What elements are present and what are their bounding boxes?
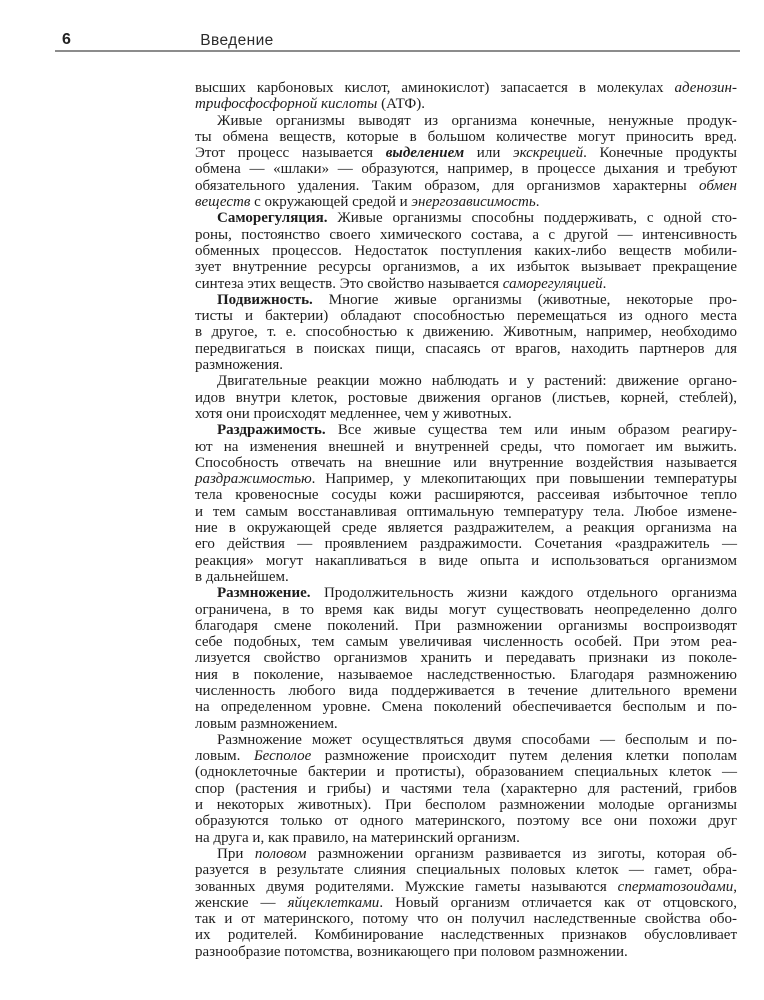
page-number: 6 — [62, 31, 72, 48]
text-run: саморегуляцией — [502, 275, 603, 292]
text-run: веществ — [195, 194, 251, 211]
text-run: высших карбоновых кислот, аминокислот) запасается в молекулах — [195, 80, 675, 96]
text-run: обязательного удаления. Таким образом, для организмов характерны — [195, 177, 700, 194]
text-run: . — [535, 194, 540, 211]
text-line — [195, 797, 737, 813]
text-run: Все живые существа тем или иным образом реагиру- — [325, 422, 737, 439]
page-header — [0, 31, 764, 51]
text-line — [195, 944, 737, 960]
text-line — [195, 602, 737, 618]
text-line — [195, 373, 737, 389]
text-line — [195, 129, 737, 145]
text-run: тисты и бактерии) обладают способностью перемещаться из одного места — [195, 308, 737, 325]
text-run: трифосфосфорной кислоты — [195, 96, 378, 113]
text-run: Живые организмы выводят из организма конечные, ненужные продук- — [217, 112, 737, 129]
text-run: идов внутри клеток, ростовые движения органов (листьев, корней, стеблей), — [195, 389, 737, 406]
running-title: Введение — [200, 32, 274, 49]
text-run: женские — — [195, 894, 288, 911]
text-run: Этот процесс называется — [195, 145, 386, 162]
text-run: размножении организм развивается из зиготы, которая об- — [306, 845, 737, 862]
text-line — [195, 862, 737, 878]
text-run: реакция» могут накапливаться в виде опыта и использоваться организмом — [195, 552, 737, 569]
text-run: (одноклеточные бактерии и протисты), образованием специальных клеток — — [195, 764, 737, 781]
text-line — [195, 895, 737, 911]
text-run: в другое, т. е. способностью к движению. Животным, например, необходимо — [195, 324, 737, 341]
text-line — [195, 80, 737, 96]
text-run: и тем самым восстанавливая оптимальную температуру тела. Любое измене- — [195, 503, 737, 520]
text-run: зованных двумя родителями. Мужские гаметы называются — [195, 878, 618, 895]
text-line — [195, 439, 737, 455]
text-line — [195, 210, 737, 226]
text-run: половом — [254, 845, 307, 862]
text-run: численность любого вида поддерживается в течение длительного времени — [195, 682, 737, 699]
text-line — [195, 324, 737, 340]
text-line — [195, 308, 737, 324]
text-line — [195, 553, 737, 569]
text-run: Раздражимость. — [217, 422, 326, 439]
text-run: обмена — «шлаки» — образуются, например, в процессе дыхания и требуют — [195, 161, 737, 178]
text-line — [195, 96, 737, 112]
text-run: спор (растения и грибы) и частями тела (характерно для растений, грибов — [195, 780, 737, 797]
text-run: . — [602, 275, 607, 292]
text-run: ние в окружающей среде является раздражителем, а реакция организма на — [195, 520, 737, 537]
text-run: Двигательные реакции можно наблюдать и у растений: движение органо- — [217, 373, 737, 390]
text-run: При — [217, 845, 255, 862]
text-run: хотя они происходят медленнее, чем у животных. — [195, 405, 512, 422]
text-line — [195, 504, 737, 520]
text-line — [195, 748, 737, 764]
text-run: ты обмена веществ, которые в большом количестве могут приносить вред. — [195, 128, 737, 145]
text-line — [195, 161, 737, 177]
text-line — [195, 813, 737, 829]
text-line — [195, 145, 737, 161]
text-line — [195, 455, 737, 471]
text-run: яйцеклетками — [287, 894, 380, 911]
text-run: или — [464, 145, 514, 162]
text-run: на определенном уровне. Смена поколений обеспечивается бесполым и по- — [195, 699, 737, 716]
text-run: (АТФ). — [377, 96, 426, 113]
text-line — [195, 406, 737, 422]
text-run: образуются только от одного материнского, поэтому все они похожи друг — [195, 813, 737, 830]
text-run: Многие живые организмы (животные, некоторые про- — [312, 291, 737, 308]
text-run: благодаря смене поколений. При размножении организмы воспроизводят — [195, 617, 737, 634]
text-run: Живые организмы способны поддерживать, с одной сто- — [327, 210, 737, 227]
text-line — [195, 243, 737, 259]
text-run: . Конечные продукты — [583, 145, 738, 162]
text-run: и некоторых животных). При бесполом размножении молодые организмы — [195, 797, 737, 814]
text-run: на друга и, как правило, на материнский организм. — [195, 829, 520, 846]
text-line — [195, 634, 737, 650]
text-line — [195, 927, 737, 943]
header-rule — [55, 50, 740, 52]
text-line — [195, 732, 737, 748]
text-line — [195, 471, 737, 487]
text-line — [195, 357, 737, 373]
text-run: Размножение. — [217, 585, 311, 602]
text-run: обменных процессов. Недостаток поступления каких-либо веществ мобили- — [195, 242, 737, 259]
text-line — [195, 781, 737, 797]
text-run: Размножение может осуществляться двумя способами — бесполым и по- — [217, 731, 737, 748]
text-run: Продолжительность жизни каждого отдельного организма — [310, 585, 737, 602]
text-line — [195, 830, 737, 846]
text-run: зует внутренние ресурсы организмов, а их избыток вызывает прекращение — [195, 259, 737, 276]
text-run: аденозин- — [674, 80, 737, 96]
text-run: размножения. — [195, 357, 284, 374]
text-line — [195, 390, 737, 406]
text-run: размножение происходит путем деления клетки пополам — [311, 748, 737, 765]
text-run: обмен — [699, 177, 737, 194]
text-line — [195, 716, 737, 732]
text-line — [195, 259, 737, 275]
text-run: разнообразие потомства, возникающего при половом размножении. — [195, 943, 628, 960]
text-run: , — [733, 878, 737, 895]
text-line — [195, 879, 737, 895]
text-run: лизуется свойство организмов хранить и передавать признаки из поколе- — [195, 650, 737, 667]
text-run: выделением — [385, 145, 465, 162]
text-run: Подвижность. — [217, 291, 313, 308]
text-line — [195, 911, 737, 927]
text-line — [195, 227, 737, 243]
text-line — [195, 292, 737, 308]
text-run: роны, постоянство своего химического состава, а с другой — интенсивность — [195, 226, 737, 243]
text-block — [195, 80, 737, 960]
text-run: разуется в результате слияния специальных половых клеток — гамет, обра- — [195, 862, 737, 879]
text-run: ния в поколение, называемое наследственностью. Благодаря размножению — [195, 666, 737, 683]
text-run: так и от материнского, потому что он получил наследственные свойства обо- — [195, 911, 737, 928]
text-line — [195, 846, 737, 862]
text-run: передвигаться в поисках пищи, спасаясь от врагов, находить партнеров для — [195, 340, 737, 357]
text-line — [195, 276, 737, 292]
text-line — [195, 650, 737, 666]
text-line — [195, 569, 737, 585]
text-run: себе подобных, тем самым увеличивая численность особей. При этом реа- — [195, 634, 737, 651]
text-run: их родителей. Комбинирование наследственных признаков обусловливает — [195, 927, 737, 944]
text-line — [195, 520, 737, 536]
text-run: ограничена, в то время как виды могут существовать неопределенно долго — [195, 601, 737, 618]
text-line — [195, 341, 737, 357]
text-line — [195, 585, 737, 601]
text-line — [195, 536, 737, 552]
text-run: с окружающей средой и — [250, 194, 412, 211]
text-run: в дальнейшем. — [195, 568, 289, 585]
text-line — [195, 699, 737, 715]
text-run: энергозависимость — [411, 194, 536, 211]
text-run: раздражимостью — [195, 471, 312, 488]
text-run: ловым. — [195, 748, 254, 765]
text-run: ловым размножением. — [195, 715, 338, 732]
text-line — [195, 178, 737, 194]
text-run: экскрецией — [513, 145, 584, 162]
text-run: Бесполое — [253, 748, 312, 765]
text-line — [195, 113, 737, 129]
text-line — [195, 764, 737, 780]
text-run: тела кровеносные сосуды кожи расширяются, рассеивая избыточное тепло — [195, 487, 737, 504]
text-run: . Например, у млекопитающих при повышении температуры — [311, 471, 737, 488]
text-line — [195, 422, 737, 438]
text-run: сперматозоидами — [617, 878, 734, 895]
text-run: Способность отвечать на внешние или внутренние воздействия называется — [195, 454, 737, 471]
text-run: . Новый организм отличается как от отцовского, — [379, 894, 737, 911]
text-line — [195, 487, 737, 503]
text-line — [195, 683, 737, 699]
text-run: его действия — проявлением раздражимости. Сочетания «раздражитель — — [195, 536, 737, 553]
text-run: ют на изменения внешней и внутренней среды, что помогает им выжить. — [195, 438, 737, 455]
text-line — [195, 194, 737, 210]
text-line — [195, 618, 737, 634]
text-run: Саморегуляция. — [217, 210, 328, 227]
text-run: синтеза этих веществ. Это свойство называется — [195, 275, 503, 292]
text-line — [195, 667, 737, 683]
